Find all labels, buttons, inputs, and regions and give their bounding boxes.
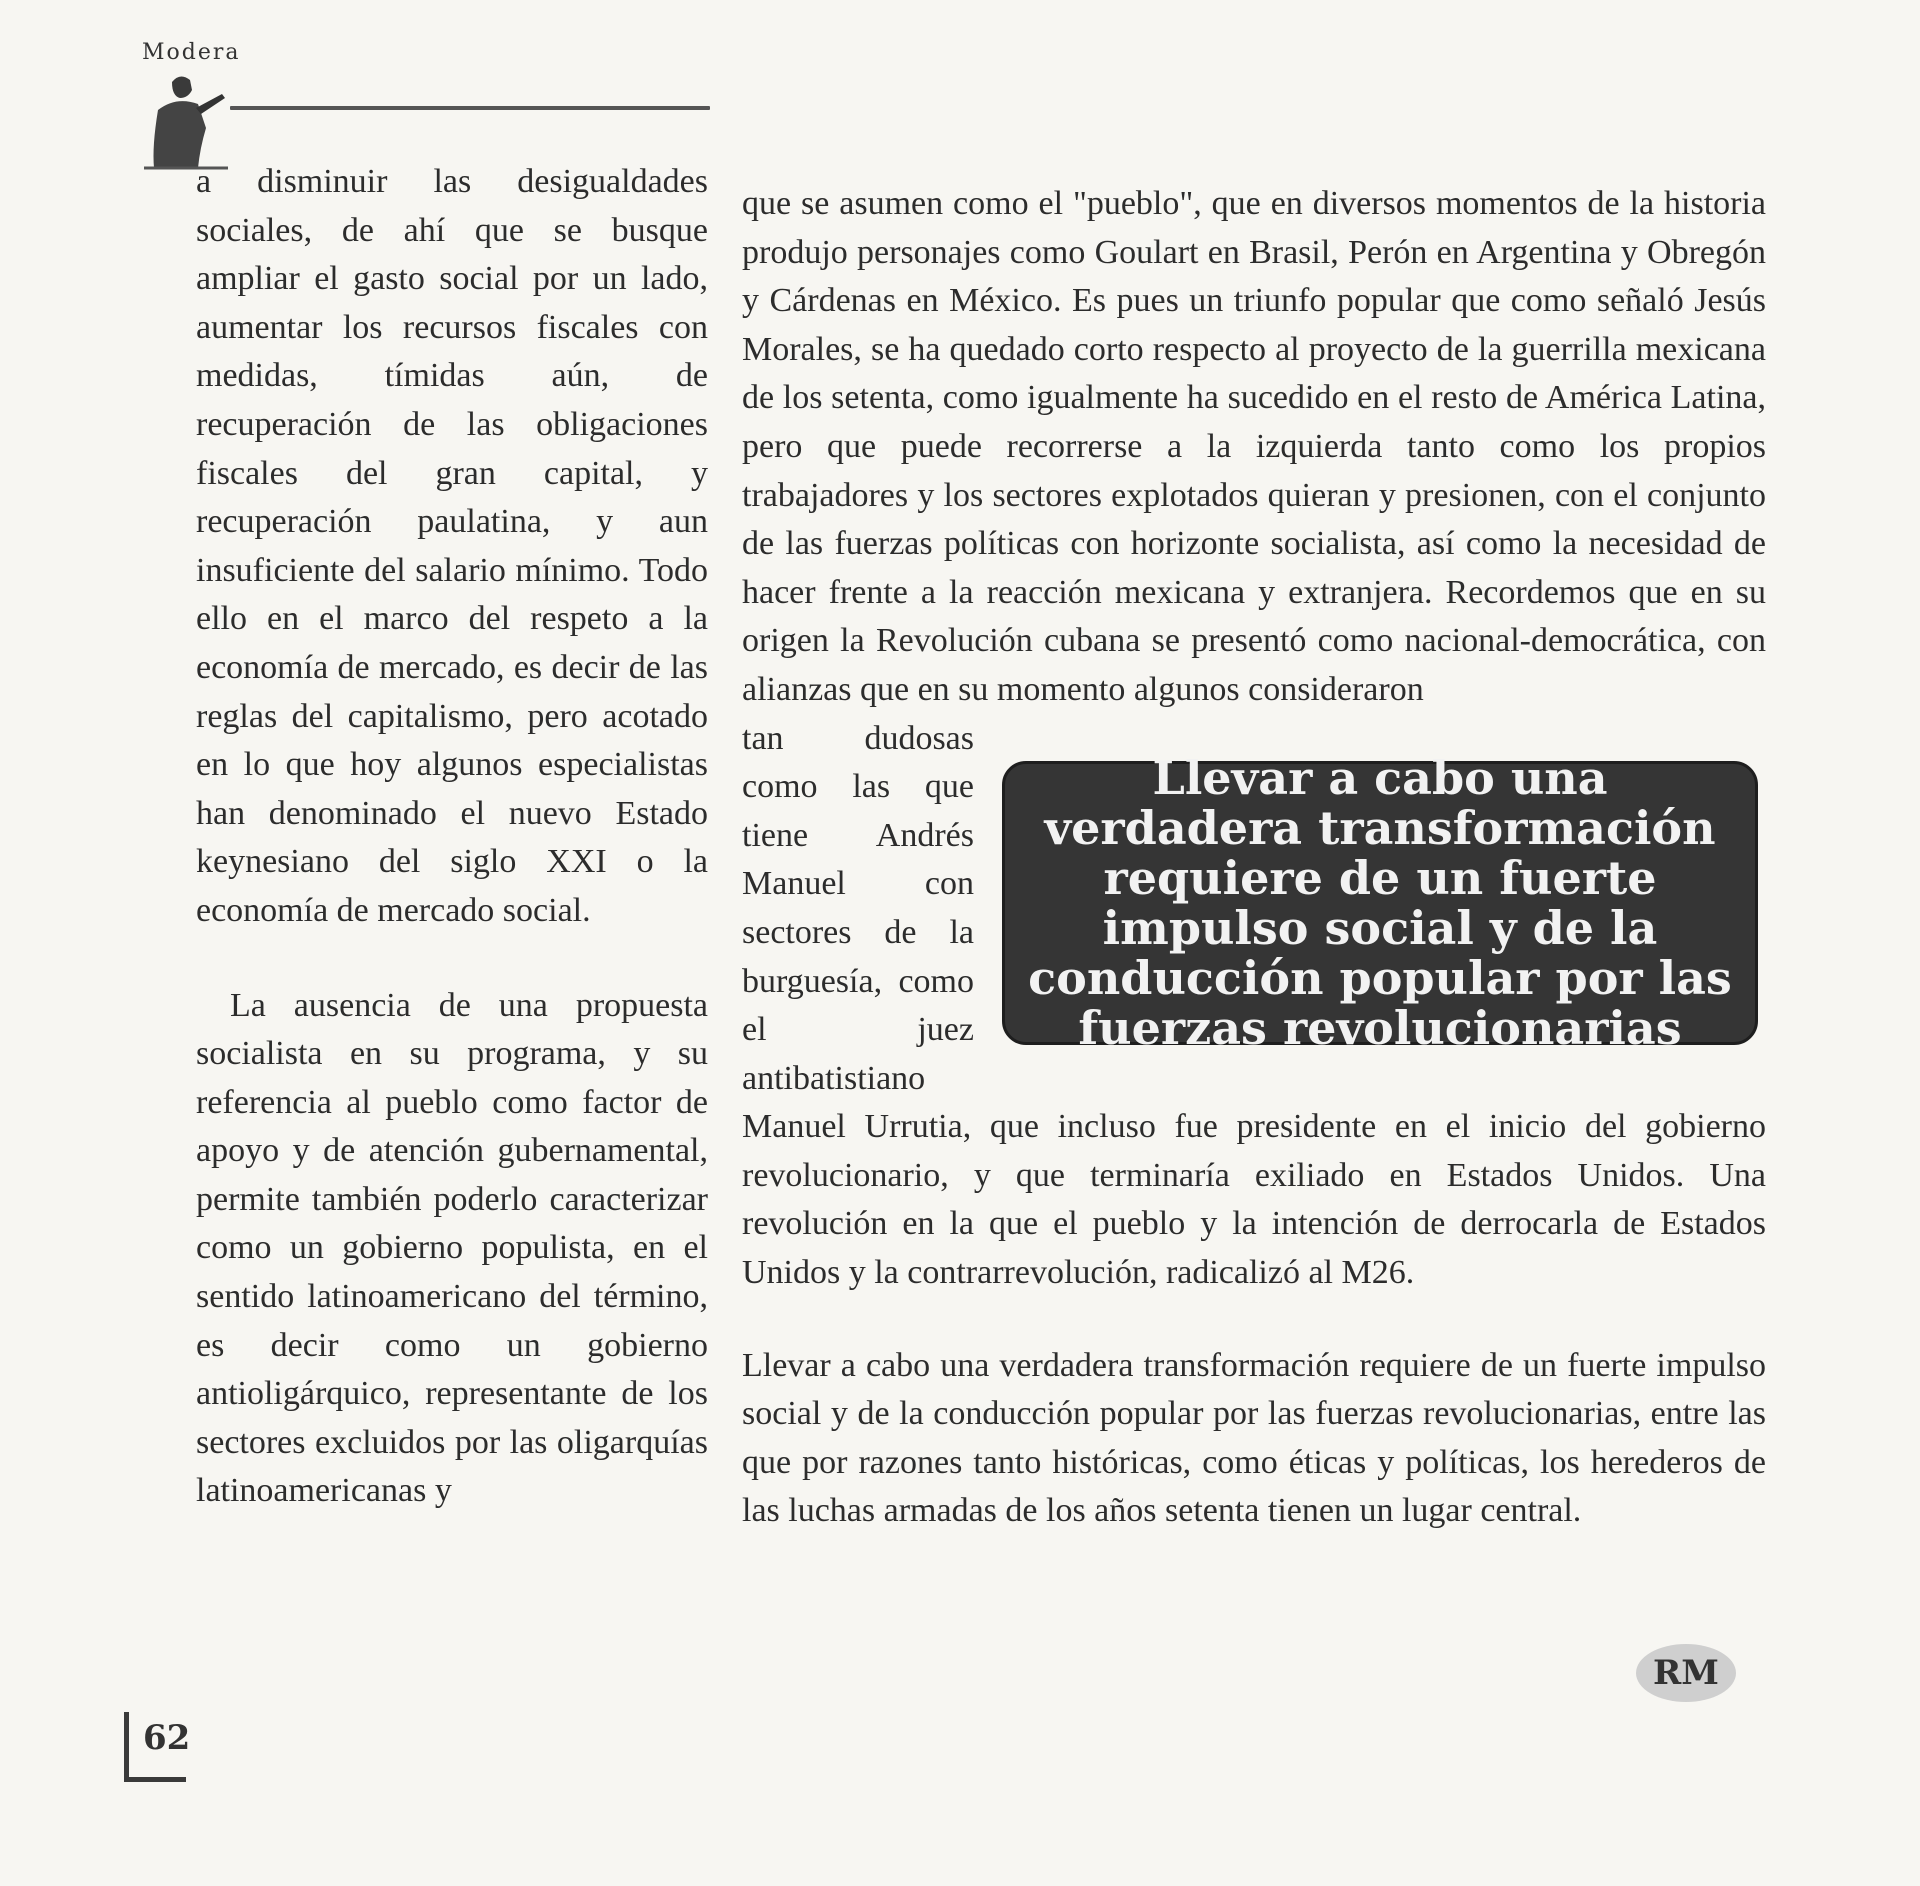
header-rule	[230, 106, 710, 110]
left-paragraph-1: a disminuir las desigualdades sociales, de ahí que se busque ampliar el gasto social por un lado, aumentar los recursos fiscales con medidas, tímidas aún, de recuperación de las obligaciones fiscales del gran capital, y recuperación paulatina, y aun insuficiente del salario mínimo. Todo ello en el marco del respeto a la economía de mercado, es decir de las reglas del capitalismo, pero acotado en lo que hoy algunos especialistas han denominado el nuevo Estado keynesiano del siglo XXI o la economía de mercado social.	[196, 163, 708, 929]
end-mark-badge: RM	[1636, 1644, 1736, 1702]
masthead-logo	[132, 40, 242, 170]
pull-quote-slot	[996, 715, 1766, 1055]
right-paragraph-1-end: Manuel Urrutia, que incluso fue presidente en el inicio del gobierno revolucionario, y que terminaría exiliado en Estados Unidos. Una revolución en la que el pueblo y la intención de derrocarla de Estados Unidos y la contrarrevolución, radicalizó al M26.	[742, 1108, 1766, 1292]
page-number: 62	[124, 1712, 186, 1782]
left-paragraph-2: La ausencia de una propuesta socialista en su programa, y su referencia al pueblo como factor de apoyo y de atención gubernamental, permite también poderlo caracterizar como un gobierno populista, en el sentido latinoamericano del término, es decir como un gobierno antioligárquico, representante de los sectores excluidos por las oligarquías latinoamericanas y	[196, 986, 708, 1510]
right-paragraph-1-top: que se asumen como el "pueblo", que en diversos momentos de la historia produjo personajes como Goulart en Brasil, Perón en Argentina y Obregón y Cárdenas en México. Es pues un triunfo popular que como señaló Jesús Morales, se ha quedado corto respecto al proyecto de la guerrilla mexicana de los setenta, como igualmente ha sucedido en el resto de América Latina, pero que puede recorrerse a la izquierda tanto como los propios trabajadores y los sectores explotados quieran y presionen, con el conjunto de las fuerzas políticas con horizonte socialista, así como la necesidad de hacer frente a la reacción mexicana y extranjera. Recordemos que en su origen la Revolución cubana se presentó como nacional-democrática, con alianzas que en su momento algunos consideraron	[742, 185, 1766, 708]
pull-quote-box	[1002, 750, 1758, 1055]
masthead-title: Modera	[142, 40, 241, 65]
right-column	[742, 180, 1766, 1536]
right-paragraph-1-narrow: tan dudosas como las que tiene Andrés Manuel con sectores de la burguesía, como el juez antibatistiano	[742, 719, 974, 1097]
left-column	[196, 158, 708, 1516]
right-paragraph-2: Llevar a cabo una verdadera transformación requiere de un fuerte impulso social y de la conducción popular por las fuerzas revolucionarias, entre las que por razones tanto históricas, como éticas y políticas, los herederos de las luchas armadas de los años setenta tienen un lugar central.	[742, 1346, 1766, 1530]
pull-quote-text: Llevar a cabo una verdadera transformación requiere de un fuerte impulso social y de la conducción popular por las fuerzas revolucionarias	[1028, 750, 1732, 1055]
